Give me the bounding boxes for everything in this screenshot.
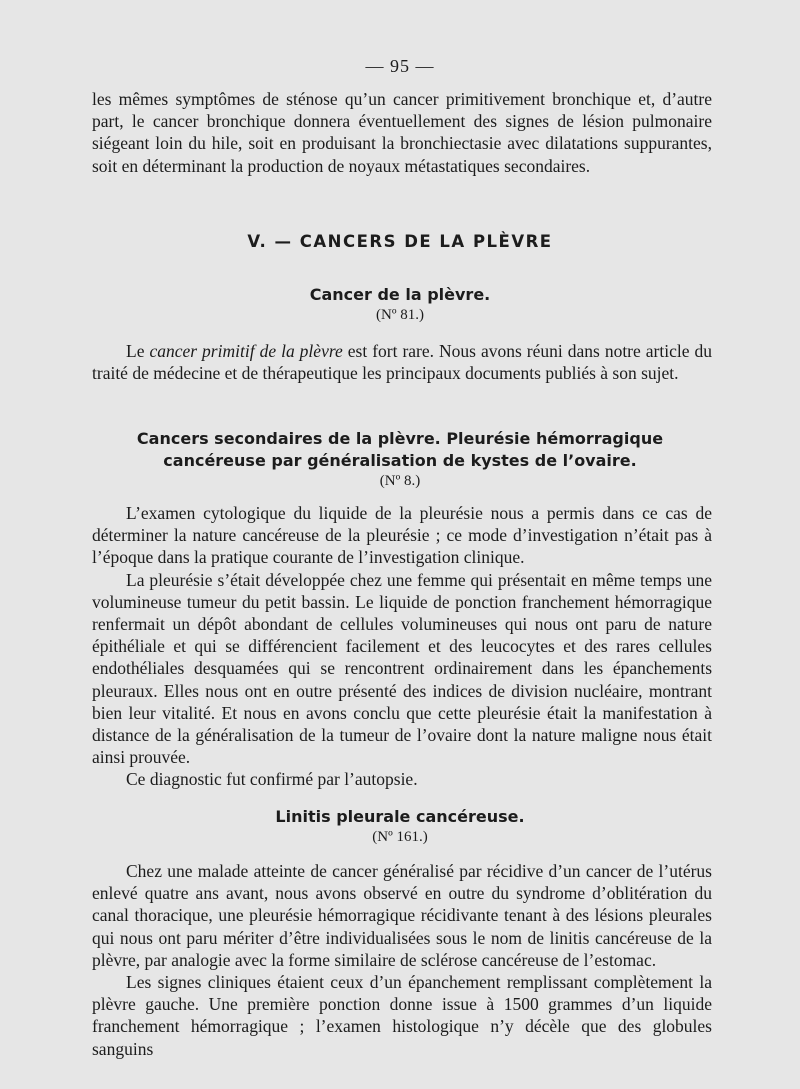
s1-p1-italic: cancer primitif de la plèvre — [149, 341, 343, 361]
s1-p1-start: Le — [126, 341, 150, 361]
section-3-title: Linitis pleurale cancéreuse. — [275, 807, 525, 826]
section-1-title: Cancer de la plèvre. — [309, 285, 491, 304]
section-2-paragraph-1: L’examen cytologique du liquide de la pleurésie nous a permis dans ce cas de déterminer la nature cancéreuse de la pleurésie ; ce mode d’investigation n’était pas à l’époque dans la pratique courante de l’investigation clinique. — [92, 503, 712, 568]
section-3-paragraph-1: Chez une malade atteinte de cancer généralisé par récidive d’un cancer de l’utérus enlevé quatre ans avant, nous avons observé en outre du syndrome d’oblitération du canal thoracique, une pleurésie hémorragique récidivante tenant à des lésions pleurales qui nous ont paru mériter d’être individualisées sous le nom de linitis cancéreuse de la plèvre, par analogie avec la forme similaire de sclérose cancéreuse de l’estomac. — [92, 861, 712, 970]
section-2-title-line2: cancéreuse par généralisation de kystes de l’ovaire. — [163, 451, 637, 470]
section-1-ref: (Nº 81.) — [376, 307, 424, 323]
section-3-ref: (Nº 161.) — [372, 829, 428, 845]
s1-p1-rest: est fort rare. Nous avons réuni dans notre article du traité de médecine et de thérapeutique les principaux documents publiés à son sujet. — [92, 341, 712, 384]
intro-paragraph: les mêmes symptômes de sténose qu’un cancer primitivement bronchique et, d’autre part, le cancer bronchique donnera éventuellement des signes de lésion pulmonaire siégeant loin du hile, soit en produisant la bronchiectasie avec dilatations suppurantes, soit en déterminant la production de noyaux métastatiques secondaires. — [92, 89, 712, 176]
section-2-paragraph-3: Ce diagnostic fut confirmé par l’autopsie. — [126, 769, 418, 790]
section-3-body — [92, 860, 712, 1060]
section-2-title-line1: Cancers secondaires de la plèvre. Pleurésie hémorragique — [136, 429, 664, 448]
section-2-paragraph-2: La pleurésie s’était développée chez une femme qui présentait en même temps une volumineuse tumeur du petit bassin. Le liquide de ponction franchement hémorragique renfermait un dépôt abondant de cellules volumineuses qui nous ont paru de nature épithéliale et qui se différencient facilement et des leucocytes et des rares cellules endothéliales desquamées qui se rencontrent ordinairement dans les épanchements pleuraux. Elles nous ont en outre présenté des indices de division nucléaire, montrant bien leur vitalité. Et nous en avons conclu que cette pleurésie était la manifestation à distance de la généralisation de la tumeur de l’ovaire dont la nature maligne nous était ainsi prouvée. — [92, 569, 712, 768]
intro-paragraph-block — [92, 88, 712, 177]
section-1-body — [92, 340, 712, 384]
section-1-paragraph — [92, 340, 712, 384]
section-2-ref: (Nº 8.) — [379, 473, 421, 489]
section-3-paragraph-2: Les signes cliniques étaient ceux d’un épanchement remplissant complètement la plèvre gauche. Une première ponction donne issue à 1500 grammes d’un liquide franchement hémorragique ; l’examen histologique n’y décèle que des globules sanguins — [92, 972, 712, 1059]
page-number: — 95 — — [365, 56, 435, 76]
section-heading: V. — CANCERS DE LA PLÈVRE — [247, 232, 553, 251]
section-2-body — [92, 502, 712, 791]
